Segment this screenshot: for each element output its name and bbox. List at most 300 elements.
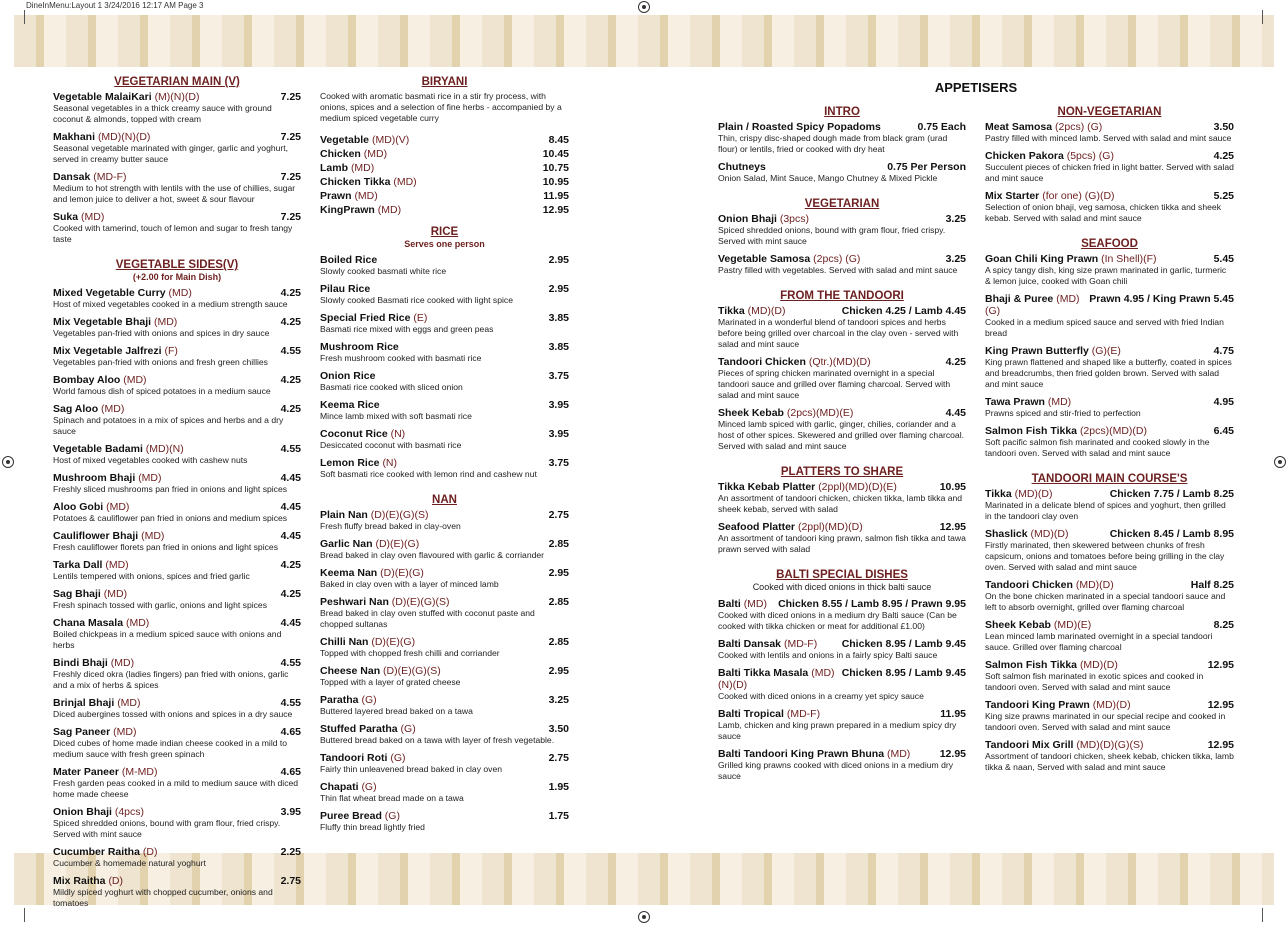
menu-item (320, 596, 569, 630)
section-spacer (718, 282, 966, 290)
item-name-wrap (320, 596, 450, 608)
item-row (320, 283, 569, 295)
allergen-code: (N) (390, 428, 406, 440)
menu-item (53, 559, 301, 582)
item-name: Plain / Roasted Spicy Popadoms (718, 121, 881, 133)
section-title: VEGETARIAN (804, 198, 880, 210)
item-row (985, 121, 1234, 133)
item-description: King prawn flattened and shaped like a butterfly, coated in spices and breadcrumbs, then fried golden brown. Served with salad and mint sauce (985, 357, 1232, 389)
item-name-wrap (985, 579, 1114, 591)
item-price: Chicken 4.25 / Lamb 4.45 (841, 305, 966, 317)
item-description: Fresh fluffy bread baked in clay-oven (320, 521, 461, 531)
item-name-wrap (53, 875, 123, 887)
menu-item (985, 150, 1234, 184)
item-name-wrap (985, 293, 1089, 317)
item-row (985, 528, 1234, 540)
item-name: Sag Paneer (53, 726, 111, 738)
menu-item (718, 121, 966, 155)
menu-item (320, 509, 569, 532)
allergen-code: (MD) (117, 697, 141, 709)
item-description: King size prawns marinated in our special recipe and cooked in tandoori oven. Served with salad and mint sauce (985, 711, 1226, 732)
item-row (53, 559, 301, 571)
section-title: BIRYANI (421, 76, 468, 88)
item-description: Mildly spiced yoghurt with chopped cucumber, onions and tomatoes (53, 887, 273, 908)
item-row (985, 619, 1234, 631)
item-price: Chicken 8.55 / Lamb 8.95 / Prawn 9.95 (778, 598, 966, 610)
allergen-code: (Qtr.)(MD)(D) (808, 356, 871, 368)
section-spacer (718, 788, 966, 796)
item-description: Firstly marinated, then skewered between chunks of fresh capsicum, onions and tomatoes before being grilling in the clay oven. Served with salad and mint sauce (985, 540, 1225, 572)
item-row (320, 399, 569, 411)
section-title: VEGETABLE SIDES(V) (115, 259, 239, 271)
item-row (985, 253, 1234, 265)
section-spacer (985, 465, 1234, 473)
menu-item (985, 659, 1234, 693)
item-name-wrap (53, 697, 141, 709)
item-price: 4.55 (280, 697, 301, 709)
section-spacer (320, 218, 569, 226)
item-price: 2.95 (548, 665, 569, 677)
item-name: Mixed Vegetable Curry (53, 287, 166, 299)
item-description: Basmati rice cooked with sliced onion (320, 382, 463, 392)
item-price: 2.95 (548, 254, 569, 266)
item-name: Cucumber Raitha (53, 846, 140, 858)
item-description: Seasonal vegetable marinated with ginger, garlic and yoghurt, served in creamy butter sauce (53, 143, 289, 164)
menu-item (53, 316, 301, 339)
item-price: 3.75 (548, 370, 569, 382)
item-description: Soft pacific salmon fish marinated and cooked slowly in the tandoori oven. Served with salad and mint sauce (985, 437, 1210, 458)
item-row (718, 638, 966, 650)
item-description: Grilled king prawns cooked with diced onions in a medium dry sauce (718, 760, 954, 781)
item-row (718, 121, 966, 133)
item-row (53, 501, 301, 513)
menu-item (985, 190, 1234, 224)
item-description: Thin, crispy disc-shaped dough made from black gram (urad flour) or lentils, fried or cooked with dry heat (718, 133, 948, 154)
item-price: Chicken 8.95 / Lamb 9.45 (841, 638, 966, 650)
item-row (320, 162, 569, 174)
item-description: Lentils tempered with onions, spices and fried garlic (53, 571, 250, 581)
item-price: 2.75 (548, 752, 569, 764)
menu-item (985, 488, 1234, 522)
menu-item (320, 148, 569, 160)
allergen-code: (2ppl)(MD)(D) (797, 521, 863, 533)
allergen-code: (G) (390, 752, 406, 764)
item-name: Puree Bread (320, 810, 382, 822)
section-title: NON-VEGETARIAN (1057, 106, 1162, 118)
item-name: Stuffed Paratha (320, 723, 398, 735)
item-price: 12.95 (542, 204, 569, 216)
item-description: Vegetables pan-fried with onions and spices in dry sauce (53, 328, 270, 338)
item-name-wrap (718, 407, 853, 419)
item-description: Pastry filled with minced lamb. Served with salad and mint sauce (985, 133, 1232, 143)
item-row (718, 305, 966, 317)
menu-item (53, 806, 301, 840)
item-name-wrap (320, 752, 406, 764)
section-title: INTRO (824, 106, 860, 118)
item-name-wrap (320, 567, 424, 579)
item-price: 10.95 (542, 176, 569, 188)
item-name-wrap (320, 665, 441, 677)
item-name: Plain Nan (320, 509, 368, 521)
item-name: Chana Masala (53, 617, 124, 629)
menu-item (718, 748, 966, 782)
allergen-code: (F) (164, 345, 178, 357)
item-row (53, 131, 301, 143)
menu-item (53, 287, 301, 310)
item-description: Fresh cauliflower florets pan fried in onions and light spices (53, 542, 278, 552)
crop-mark (1262, 908, 1263, 922)
item-price: 4.45 (280, 472, 301, 484)
allergen-code: (MD) (125, 617, 150, 629)
menu-item (718, 161, 966, 184)
item-description: Cucumber & homemade natural yoghurt (53, 858, 206, 868)
item-price: 4.65 (280, 766, 301, 778)
menu-item (320, 752, 569, 775)
item-name: Tandoori Roti (320, 752, 388, 764)
item-name-wrap (320, 283, 370, 295)
item-price: 4.25 (280, 588, 301, 600)
item-description: A spicy tangy dish, king size prawn marinated in garlic, turmeric & lemon juice, cooked with Goan chili (985, 265, 1227, 286)
item-name: Tandoori King Prawn (985, 699, 1090, 711)
item-price: 2.95 (548, 567, 569, 579)
item-name: Goan Chili King Prawn (985, 253, 1099, 265)
item-price: 4.25 (280, 403, 301, 415)
item-name: Pilau Rice (320, 283, 371, 295)
item-name: Salmon Fish Tikka (985, 659, 1078, 671)
item-description: Slowly cooked Basmati rice cooked with light spice (320, 295, 513, 305)
item-price: 3.85 (548, 312, 569, 324)
paisley-border-top (14, 15, 1274, 67)
item-row (718, 213, 966, 225)
item-name: Garlic Nan (320, 538, 373, 550)
item-name: KingPrawn (320, 204, 375, 216)
item-description: Succulent pieces of chicken fried in light batter. Served with salad and mint sauce (985, 162, 1234, 183)
allergen-code: (D)(E)(G) (375, 538, 420, 550)
item-name-wrap (985, 659, 1118, 671)
item-row (985, 425, 1234, 437)
item-name: Tandoori Chicken (985, 579, 1073, 591)
item-price: 2.85 (548, 596, 569, 608)
item-price: 5.25 (1213, 190, 1234, 202)
item-name-wrap (320, 190, 378, 202)
item-name-wrap (718, 708, 820, 720)
item-price: 3.95 (548, 428, 569, 440)
item-name: Special Fried Rice (320, 312, 411, 324)
item-row (985, 150, 1234, 162)
section-spacer (53, 251, 301, 259)
allergen-code: (MD)(D) (1079, 659, 1118, 671)
allergen-code: (MD)(D) (747, 305, 786, 317)
allergen-code: (G) (400, 723, 416, 735)
item-name: Brinjal Bhaji (53, 697, 115, 709)
item-name-wrap (985, 190, 1115, 202)
item-description: Topped with a layer of grated cheese (320, 677, 461, 687)
allergen-code: (MD) (141, 530, 165, 542)
allergen-code: (D)(E)(G)(S) (391, 596, 450, 608)
item-row (985, 396, 1234, 408)
item-price: 7.25 (280, 211, 301, 223)
item-description: Fairly thin unleavened bread baked in clay oven (320, 764, 503, 774)
section-spacer (718, 190, 966, 198)
section-spacer (320, 839, 569, 847)
item-name-wrap (320, 148, 387, 160)
item-price: 12.95 (1207, 659, 1234, 671)
item-row (53, 697, 301, 709)
item-name-wrap (53, 726, 136, 738)
registration-mark-icon (638, 1, 650, 13)
menu-item (985, 699, 1234, 733)
item-description: On the bone chicken marinated in a special tandoori sauce and left to absorb overnight, grilled over flaming charcoal (985, 591, 1226, 612)
item-price: 4.25 (1213, 150, 1234, 162)
item-price: 4.45 (945, 407, 966, 419)
item-row (53, 472, 301, 484)
item-row (320, 176, 569, 188)
item-description: Soft salmon fish marinated in exotic spices and cooked in tandoori oven. Served with salad and mint sauce (985, 671, 1204, 692)
item-description: Diced cubes of home made indian cheese cooked in a mild to medium sauce with fresh green spinach (53, 738, 288, 759)
item-row (985, 699, 1234, 711)
item-name: Suka (53, 211, 79, 223)
menu-item (53, 403, 301, 437)
item-name: Tawa Prawn (985, 396, 1045, 408)
item-price: 7.25 (280, 131, 301, 143)
item-price: 3.25 (548, 694, 569, 706)
allergen-code: (MD) (886, 748, 911, 760)
item-price: 4.45 (280, 617, 301, 629)
item-name-wrap (320, 694, 377, 706)
menu-item (53, 345, 301, 368)
item-row (320, 254, 569, 266)
menu-item (53, 697, 301, 720)
item-row (985, 190, 1234, 202)
item-name-wrap (320, 134, 409, 146)
item-name-wrap (53, 374, 147, 386)
menu-item (320, 457, 569, 480)
item-name: Chilli Nan (320, 636, 369, 648)
item-name-wrap (53, 657, 134, 669)
item-name-wrap (53, 530, 164, 542)
section-title: RICE (430, 226, 459, 238)
item-name: Mushroom Rice (320, 341, 399, 353)
item-name: Vegetable MalaiKari (53, 91, 152, 103)
menu-item (53, 657, 301, 691)
allergen-code: (MD) (1047, 396, 1072, 408)
item-name: Seafood Platter (718, 521, 796, 533)
item-name: Bhaji & Puree (985, 293, 1054, 305)
item-row (320, 134, 569, 146)
item-description: Soft basmati rice cooked with lemon rind and cashew nut (320, 469, 537, 479)
allergen-code: (2pcs)(MD)(D) (1079, 425, 1148, 437)
item-name: Mater Paneer (53, 766, 119, 778)
menu-item (985, 293, 1234, 339)
item-row (53, 846, 301, 858)
item-name: Onion Bhaji (53, 806, 112, 818)
allergen-code: (MD) (123, 374, 147, 386)
item-name-wrap (320, 457, 397, 469)
item-name-wrap (985, 253, 1157, 265)
item-name-wrap (53, 316, 177, 328)
item-price: 4.45 (280, 530, 301, 542)
item-description: Spinach and potatoes in a mix of spices and herbs and a dry sauce (53, 415, 284, 436)
item-description: Pieces of spring chicken marinated overnight in a special tandoori sauce and grilled over flaming charcoal. Served with salad and mint sauce (718, 368, 951, 400)
item-price: 3.25 (945, 213, 966, 225)
menu-item (53, 131, 301, 165)
item-description: Freshly diced okra (ladies fingers) pan fried with onions, garlic and a mix of herbs & spices (53, 669, 289, 690)
item-name: Boiled Rice (320, 254, 378, 266)
item-name: Coconut Rice (320, 428, 388, 440)
item-price: Prawn 4.95 / King Prawn 5.45 (1089, 293, 1234, 305)
item-price: 4.95 (1213, 396, 1234, 408)
item-name: Balti Dansak (718, 638, 782, 650)
allergen-code: (M-MD) (121, 766, 158, 778)
item-row (53, 806, 301, 818)
item-name: Tandoori Mix Grill (985, 739, 1074, 751)
item-row (718, 481, 966, 493)
section-spacer (718, 458, 966, 466)
item-name-wrap (985, 121, 1102, 133)
menu-item (718, 305, 966, 350)
item-row (53, 726, 301, 738)
item-description: Host of mixed vegetables cooked in a medium strength sauce (53, 299, 288, 309)
item-description: Host of mixed vegetables cooked with cashew nuts (53, 455, 248, 465)
menu-item (320, 134, 569, 146)
item-name-wrap (985, 528, 1068, 540)
item-price: 11.95 (543, 190, 569, 202)
item-row (320, 781, 569, 793)
item-name: Vegetable Badami (53, 443, 143, 455)
item-row (320, 596, 569, 608)
item-row (53, 530, 301, 542)
item-description: Fresh spinach tossed with garlic, onions and light spices (53, 600, 268, 610)
allergen-code: (MD) (393, 176, 417, 188)
menu-item (320, 370, 569, 393)
allergen-code: (MD) (101, 403, 125, 415)
item-name-wrap (53, 766, 157, 778)
item-price: 10.95 (939, 481, 966, 493)
item-name-wrap (718, 253, 860, 265)
item-row (320, 636, 569, 648)
item-price: 2.85 (548, 538, 569, 550)
menu-item (53, 588, 301, 611)
menu-item (985, 619, 1234, 653)
allergen-code: (MD-F) (783, 638, 818, 650)
item-name: Bindi Bhaji (53, 657, 108, 669)
allergen-code: (M)(N)(D) (154, 91, 200, 103)
item-name: Balti Tropical (718, 708, 784, 720)
item-description: Lean minced lamb marinated overnight in a special tandoori sauce. Grilled over flaming charcoal (985, 631, 1213, 652)
allergen-code: (2ppl)(MD)(D)(E) (818, 481, 897, 493)
item-name: Sheek Kebab (985, 619, 1051, 631)
menu-item (718, 638, 966, 661)
allergen-code: (4pcs) (114, 806, 145, 818)
allergen-code: (D)(E)(G)(S) (383, 665, 441, 677)
item-row (320, 723, 569, 735)
item-name-wrap (53, 588, 127, 600)
allergen-code: (MD) (105, 559, 129, 571)
column-seafood-tandoori (985, 106, 1234, 787)
allergen-code: (MD) (363, 148, 388, 160)
column-biryani-rice-nan (320, 76, 569, 847)
item-name: Mix Vegetable Bhaji (53, 316, 152, 328)
item-description: Fresh garden peas cooked in a mild to medium sauce with diced home made cheese (53, 778, 299, 799)
item-name-wrap (718, 356, 871, 368)
item-name-wrap (985, 345, 1121, 357)
allergen-code: (MD)(D)(G)(S) (1076, 739, 1144, 751)
column-appetisers (718, 106, 966, 796)
allergen-code: (2pcs) (G) (813, 253, 861, 265)
item-price: 2.85 (548, 636, 569, 648)
print-info: DineInMenu:Layout 1 3/24/2016 12:17 AM Page 3 (26, 1, 204, 10)
allergen-code: (MD) (138, 472, 162, 484)
item-name-wrap (320, 399, 380, 411)
item-name: Balti Tikka Masala (718, 667, 809, 679)
item-name: Vegetable Samosa (718, 253, 811, 265)
menu-item (718, 598, 966, 632)
allergen-code: (MD) (354, 190, 378, 202)
item-name: Lamb (320, 162, 349, 174)
item-description: Thin flat wheat bread made on a tawa (320, 793, 464, 803)
allergen-code: (MD)(D) (1075, 579, 1114, 591)
item-description: Potatoes & cauliflower pan fried in onions and medium spices (53, 513, 288, 523)
item-description: Marinated in a wonderful blend of tandoori spices and herbs before being grilled over charcoal in the clay oven - served with salad and mint sauce (718, 317, 959, 349)
allergen-code: (G)(E) (1091, 345, 1121, 357)
item-price: 8.25 (1213, 619, 1234, 631)
item-description: Assortment of tandoori chicken, sheek kebab, chicken tikka, lamb tikka & naan, Served with salad and mint sauce (985, 751, 1234, 772)
menu-item (985, 396, 1234, 419)
allergen-code: (MD)(D) (1092, 699, 1131, 711)
item-description: An assortment of tandoori king prawn, salmon fish tikka and tawa prawn served with salad (718, 533, 966, 554)
item-description: Cooked with diced onions in a creamy yet spicy sauce (718, 691, 924, 701)
item-name-wrap (718, 121, 881, 133)
allergen-code: (E) (413, 312, 428, 324)
item-price: 12.95 (1207, 739, 1234, 751)
menu-item (53, 617, 301, 651)
item-name: Sag Bhaji (53, 588, 101, 600)
registration-mark-icon (1274, 456, 1286, 468)
item-name-wrap (718, 521, 863, 533)
item-name: Paratha (320, 694, 359, 706)
item-description: Buttered layered bread baked on a tawa (320, 706, 473, 716)
item-description: Spiced shredded onions, bound with gram flour, fried crispy. Served with mint sauce (53, 818, 281, 839)
item-row (53, 617, 301, 629)
item-name-wrap (320, 204, 401, 216)
menu-item (718, 407, 966, 452)
section-title: TANDOORI MAIN COURSE'S (1031, 473, 1188, 485)
item-name-wrap (53, 501, 129, 513)
item-price: 11.95 (940, 708, 966, 720)
item-price: 7.25 (280, 91, 301, 103)
item-row (320, 148, 569, 160)
item-row (53, 766, 301, 778)
item-row (320, 312, 569, 324)
item-description: Freshly sliced mushrooms pan fried in onions and light spices (53, 484, 288, 494)
item-name-wrap (53, 287, 192, 299)
item-row (985, 345, 1234, 357)
allergen-code: (D)(E)(G)(S) (370, 509, 429, 521)
item-row (718, 667, 966, 691)
item-price: 3.95 (548, 399, 569, 411)
item-row (718, 356, 966, 368)
menu-item (53, 501, 301, 524)
item-name: Shaslick (985, 528, 1028, 540)
item-name-wrap (53, 131, 150, 143)
item-description: Baked in clay oven with a layer of minced lamb (320, 579, 499, 589)
item-name: Onion Bhaji (718, 213, 777, 225)
appetisers-heading: APPETISERS (934, 80, 1018, 95)
item-row (320, 457, 569, 469)
menu-item (718, 253, 966, 276)
item-price: 3.50 (548, 723, 569, 735)
item-name-wrap (985, 150, 1114, 162)
